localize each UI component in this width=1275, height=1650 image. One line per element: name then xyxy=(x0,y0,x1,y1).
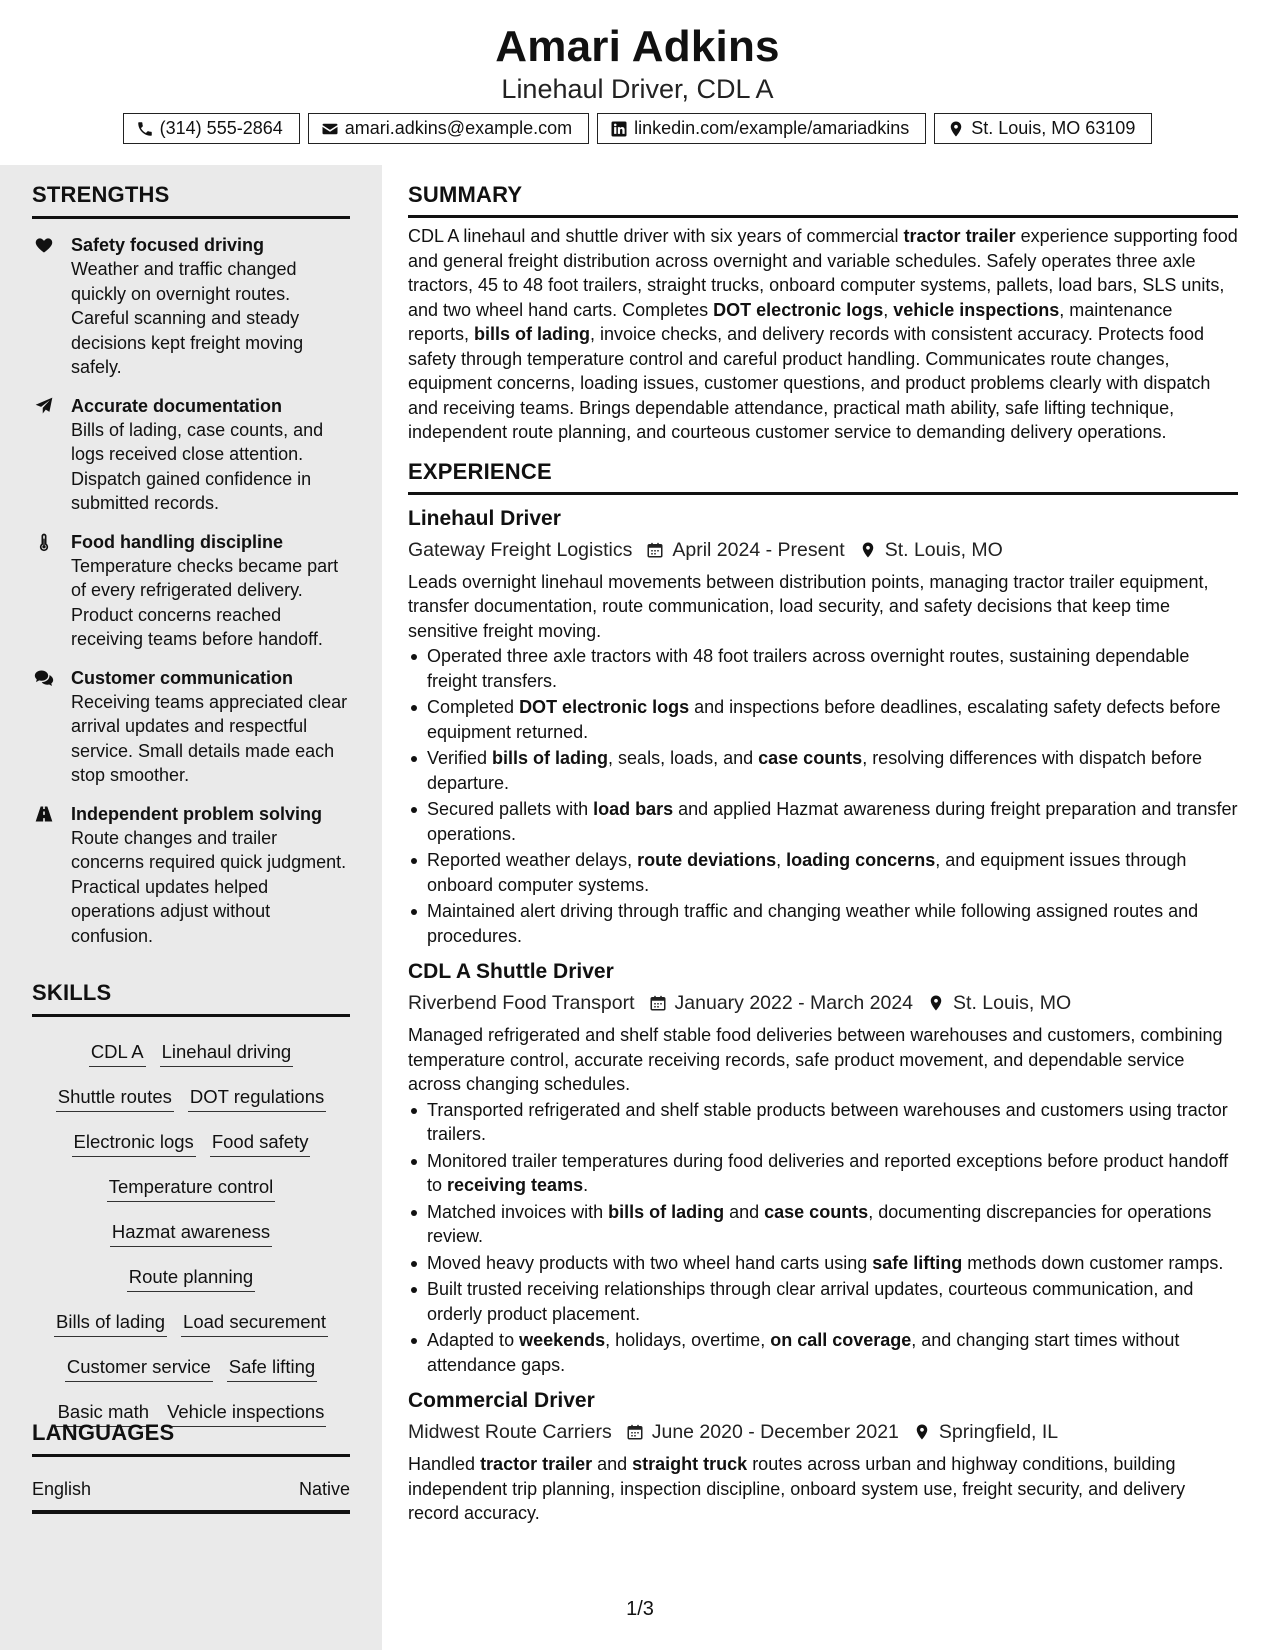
job-description xyxy=(408,1023,1238,1097)
thermometer-icon xyxy=(34,532,54,552)
bold-phrase: bills of lading xyxy=(492,748,609,768)
job-company: Midwest Route Carriers xyxy=(408,1421,612,1443)
strength-item xyxy=(32,530,350,652)
skills-row xyxy=(32,1166,350,1211)
text-run: , and equipment issues through onboard computer systems. xyxy=(427,850,1187,895)
strength-item xyxy=(32,394,350,516)
strength-description: Temperature checks became part of every refrigerated delivery. Product concerns reached receiving teams before handoff. xyxy=(71,555,339,649)
language-row xyxy=(32,1479,350,1514)
job-description xyxy=(408,1452,1238,1526)
skills-row xyxy=(32,1121,350,1166)
text-run: and applied Hazmat awareness during freight preparation and transfer operations. xyxy=(427,799,1238,844)
text-run: Monitored trailer temperatures during food deliveries and reported exceptions before product handoff to xyxy=(427,1150,1229,1195)
skill-tag: Hazmat awareness xyxy=(110,1220,272,1247)
strength-title: Food handling discipline xyxy=(71,531,283,552)
experience-section xyxy=(408,459,1238,1526)
map-pin-icon xyxy=(859,541,877,559)
text-run: Matched invoices with xyxy=(427,1201,609,1222)
candidate-name: Amari Adkins xyxy=(495,22,780,71)
skill-tag: Vehicle inspections xyxy=(165,1400,326,1427)
language-name: English xyxy=(32,1479,92,1499)
job-title: Linehaul Driver xyxy=(408,506,561,530)
text-run: . xyxy=(583,1175,589,1195)
text-run: and inspections before deadlines, escalating safety defects before equipment returned. xyxy=(427,697,1221,742)
contact-text: St. Louis, MO 63109 xyxy=(971,118,1136,138)
skill-tag: Electronic logs xyxy=(72,1130,196,1157)
skill-tag: DOT regulations xyxy=(188,1085,326,1112)
strengths-heading: STRENGTHS xyxy=(32,182,350,219)
text-run: , maintenance reports, xyxy=(408,299,1173,344)
sidebar xyxy=(0,165,382,1650)
job-description xyxy=(408,570,1238,644)
text-run: Leads overnight linehaul movements between distribution points, managing tractor trailer equipment, transfer documentation, route communication, load security, and safety decisions that keep time sensitive freight moving. xyxy=(408,571,1209,641)
job-entry xyxy=(408,1387,1238,1526)
job-bullet xyxy=(408,695,1238,744)
bold-phrase: case counts xyxy=(764,1201,869,1222)
text-run: routes across urban and highway conditions, building independent trip planning, inspection discipline, onboard system use, freight security, and delivery record accuracy. xyxy=(408,1454,1186,1523)
job-bullet xyxy=(408,1251,1238,1276)
map-pin-icon xyxy=(927,994,945,1012)
text-run: CDL A linehaul and shuttle driver with six years of commercial xyxy=(408,226,904,246)
text-run: Maintained alert driving through traffic and changing weather while following assigned routes and procedures. xyxy=(427,901,1199,946)
skills-row xyxy=(32,1031,350,1076)
bold-phrase: tractor trailer xyxy=(480,1454,593,1474)
job-bullet xyxy=(408,1277,1238,1326)
text-run: experience supporting food and general freight distribution across overnight and variable schedules. Safely operates three axle tractors, 45 to 48 foot trailers, straight trucks, onboard computer systems, pallets, load bars, SLS units, and two wheel hand carts. Completes xyxy=(408,226,1238,320)
contact-location xyxy=(934,113,1152,144)
map-pin-icon xyxy=(913,1423,931,1441)
bold-phrase: case counts xyxy=(758,748,863,768)
job-bullet xyxy=(408,1200,1238,1249)
bold-phrase: on call coverage xyxy=(770,1330,912,1350)
job-location: St. Louis, MO xyxy=(953,992,1072,1014)
text-run: , seals, loads, and xyxy=(608,748,759,768)
bold-phrase: weekends xyxy=(519,1330,606,1350)
text-run: , xyxy=(883,299,894,320)
phone-icon xyxy=(136,120,154,138)
job-dates: January 2022 - March 2024 xyxy=(674,992,914,1014)
languages-heading: LANGUAGES xyxy=(32,1420,350,1457)
bold-phrase: loading concerns xyxy=(786,850,936,870)
skill-tag: Safe lifting xyxy=(227,1355,317,1382)
bold-phrase: straight truck xyxy=(632,1454,748,1474)
text-run: Managed refrigerated and shelf stable food deliveries between warehouses and customers, combining temperature control, accurate receiving records, safe product movement, and dependable service across changing schedules. xyxy=(408,1025,1223,1094)
text-run: Adapted to xyxy=(427,1330,520,1350)
contact-email[interactable] xyxy=(308,113,589,144)
contact-linkedin[interactable] xyxy=(597,113,926,144)
skill-tag: Shuttle routes xyxy=(56,1085,174,1112)
skills-row xyxy=(32,1211,350,1301)
bold-phrase: safe lifting xyxy=(872,1252,963,1273)
strength-title: Accurate documentation xyxy=(71,395,283,416)
text-run: Reported weather delays, xyxy=(427,850,638,870)
bold-phrase: DOT electronic logs xyxy=(519,697,690,717)
strength-description: Weather and traffic changed quickly on overnight routes. Careful scanning and steady decisions kept freight moving safely. xyxy=(71,259,304,377)
bold-phrase: receiving teams xyxy=(447,1175,584,1195)
text-run: Secured pallets with xyxy=(427,799,594,819)
skill-tag: Food safety xyxy=(210,1130,311,1157)
summary-text xyxy=(408,224,1238,445)
bold-phrase: DOT electronic logs xyxy=(713,299,884,320)
skills-list xyxy=(32,1031,350,1436)
page-number: 1/3 xyxy=(626,1598,654,1620)
summary-heading: SUMMARY xyxy=(408,182,1238,218)
skill-tag: CDL A xyxy=(89,1040,146,1067)
job-entry xyxy=(408,505,1238,949)
job-location: St. Louis, MO xyxy=(884,538,1003,561)
bold-phrase: route deviations xyxy=(637,850,777,870)
text-run: Built trusted receiving relationships through clear arrival updates, courteous communication, and orderly product placement. xyxy=(427,1279,1194,1324)
skill-tag: Temperature control xyxy=(107,1175,276,1202)
calendar-icon xyxy=(626,1423,644,1441)
text-run: , documenting discrepancies for operations review. xyxy=(427,1201,1212,1246)
resume-header xyxy=(0,0,1275,165)
job-dates: June 2020 - December 2021 xyxy=(651,1421,899,1443)
contact-bar xyxy=(0,113,1275,144)
strength-item xyxy=(32,666,350,788)
strength-description: Route changes and trailer concerns required quick judgment. Practical updates helped operations adjust without confusion. xyxy=(71,827,347,946)
job-meta xyxy=(408,989,1238,1017)
text-run: and xyxy=(724,1201,765,1222)
skills-heading: SKILLS xyxy=(32,980,350,1017)
job-entry xyxy=(408,958,1238,1377)
contact-text: amari.adkins@example.com xyxy=(344,118,573,138)
skill-tag: Bills of lading xyxy=(54,1310,167,1337)
strengths-section xyxy=(32,182,350,948)
contact-text: (314) 555-2864 xyxy=(159,118,283,138)
skill-tag: Customer service xyxy=(65,1355,213,1382)
text-run: Handled xyxy=(408,1454,481,1474)
text-run: Verified xyxy=(427,748,493,768)
job-meta xyxy=(408,536,1238,564)
job-bullet xyxy=(408,848,1238,897)
text-run: Completed xyxy=(427,697,520,717)
strength-title: Independent problem solving xyxy=(71,803,323,824)
job-bullet xyxy=(408,1328,1238,1377)
job-bullet xyxy=(408,797,1238,846)
skills-row xyxy=(32,1346,350,1391)
strength-item xyxy=(32,802,350,949)
skills-section xyxy=(32,980,350,1436)
job-bullet xyxy=(408,746,1238,795)
text-run: methods down customer ramps. xyxy=(962,1252,1224,1273)
skill-tag: Route planning xyxy=(127,1265,255,1292)
job-location: Springfield, IL xyxy=(938,1421,1059,1443)
contact-text: linkedin.com/example/amariadkins xyxy=(634,118,910,138)
strength-description: Receiving teams appreciated clear arrival updates and respectful service. Small details made each stop smoother. xyxy=(71,691,348,785)
job-bullet xyxy=(408,899,1238,948)
heart-icon xyxy=(34,235,54,255)
skills-row xyxy=(32,1076,350,1121)
envelope-icon xyxy=(321,120,339,138)
text-run: , xyxy=(776,850,787,870)
summary-section xyxy=(408,182,1238,445)
bold-phrase: tractor trailer xyxy=(903,226,1016,246)
bold-phrase: load bars xyxy=(593,799,674,819)
job-bullet xyxy=(408,644,1238,693)
job-company: Riverbend Food Transport xyxy=(408,992,635,1014)
road-icon xyxy=(34,804,54,824)
map-pin-icon xyxy=(947,120,965,138)
text-run: , and changing start times without attendance gaps. xyxy=(427,1330,1180,1375)
chat-bubbles-icon xyxy=(34,668,54,688)
strength-title: Customer communication xyxy=(71,667,294,688)
job-company: Gateway Freight Logistics xyxy=(408,538,633,561)
bold-phrase: vehicle inspections xyxy=(893,299,1060,320)
skill-tag: Linehaul driving xyxy=(160,1040,294,1067)
strength-description: Bills of lading, case counts, and logs received close attention. Dispatch gained confidence in submitted records. xyxy=(71,419,324,513)
calendar-icon xyxy=(646,541,664,559)
experience-heading: EXPERIENCE xyxy=(408,459,1238,495)
calendar-icon xyxy=(649,994,667,1012)
bold-phrase: bills of lading xyxy=(608,1201,725,1222)
candidate-role: Linehaul Driver, CDL A xyxy=(501,74,774,104)
text-run: Moved heavy products with two wheel hand carts using xyxy=(427,1252,873,1273)
text-run: , holidays, overtime, xyxy=(605,1330,771,1350)
text-run: Transported refrigerated and shelf stable products between warehouses and customers using tractor trailers. xyxy=(427,1099,1228,1144)
job-dates: April 2024 - Present xyxy=(672,538,845,561)
paper-plane-icon xyxy=(34,396,54,416)
strength-item xyxy=(32,233,350,380)
contact-phone[interactable] xyxy=(123,113,300,144)
strength-title: Safety focused driving xyxy=(71,235,265,255)
skill-tag: Basic math xyxy=(56,1400,152,1427)
bold-phrase: bills of lading xyxy=(474,324,591,344)
linkedin-icon xyxy=(610,120,628,138)
text-run: and xyxy=(592,1454,633,1474)
language-level: Native xyxy=(298,1479,350,1499)
text-run: , resolving differences with dispatch before departure. xyxy=(427,748,1203,793)
main-content xyxy=(408,165,1238,1526)
text-run: , invoice checks, and delivery records with consistent accuracy. Protects food safety through temperature control and careful product handling. Communicates route changes, equipment concerns, loading issues, customer questions, and product problems clearly with dispatch and receiving teams. Brings dependable attendance, practical math ability, safe lifting technique, independent route planning, and courteous customer service to demanding delivery operations. xyxy=(408,324,1211,442)
job-bullets xyxy=(408,1098,1238,1378)
job-title: CDL A Shuttle Driver xyxy=(408,960,614,983)
job-bullets xyxy=(408,644,1238,948)
job-bullet xyxy=(408,1098,1238,1147)
skills-row xyxy=(32,1301,350,1346)
skill-tag: Load securement xyxy=(181,1310,328,1337)
text-run: Operated three axle tractors with 48 foot trailers across overnight routes, sustaining dependable freight transfers. xyxy=(427,646,1190,691)
languages-section xyxy=(32,1420,350,1514)
job-meta xyxy=(408,1418,1238,1446)
job-bullet xyxy=(408,1149,1238,1198)
job-title: Commercial Driver xyxy=(408,1389,595,1412)
